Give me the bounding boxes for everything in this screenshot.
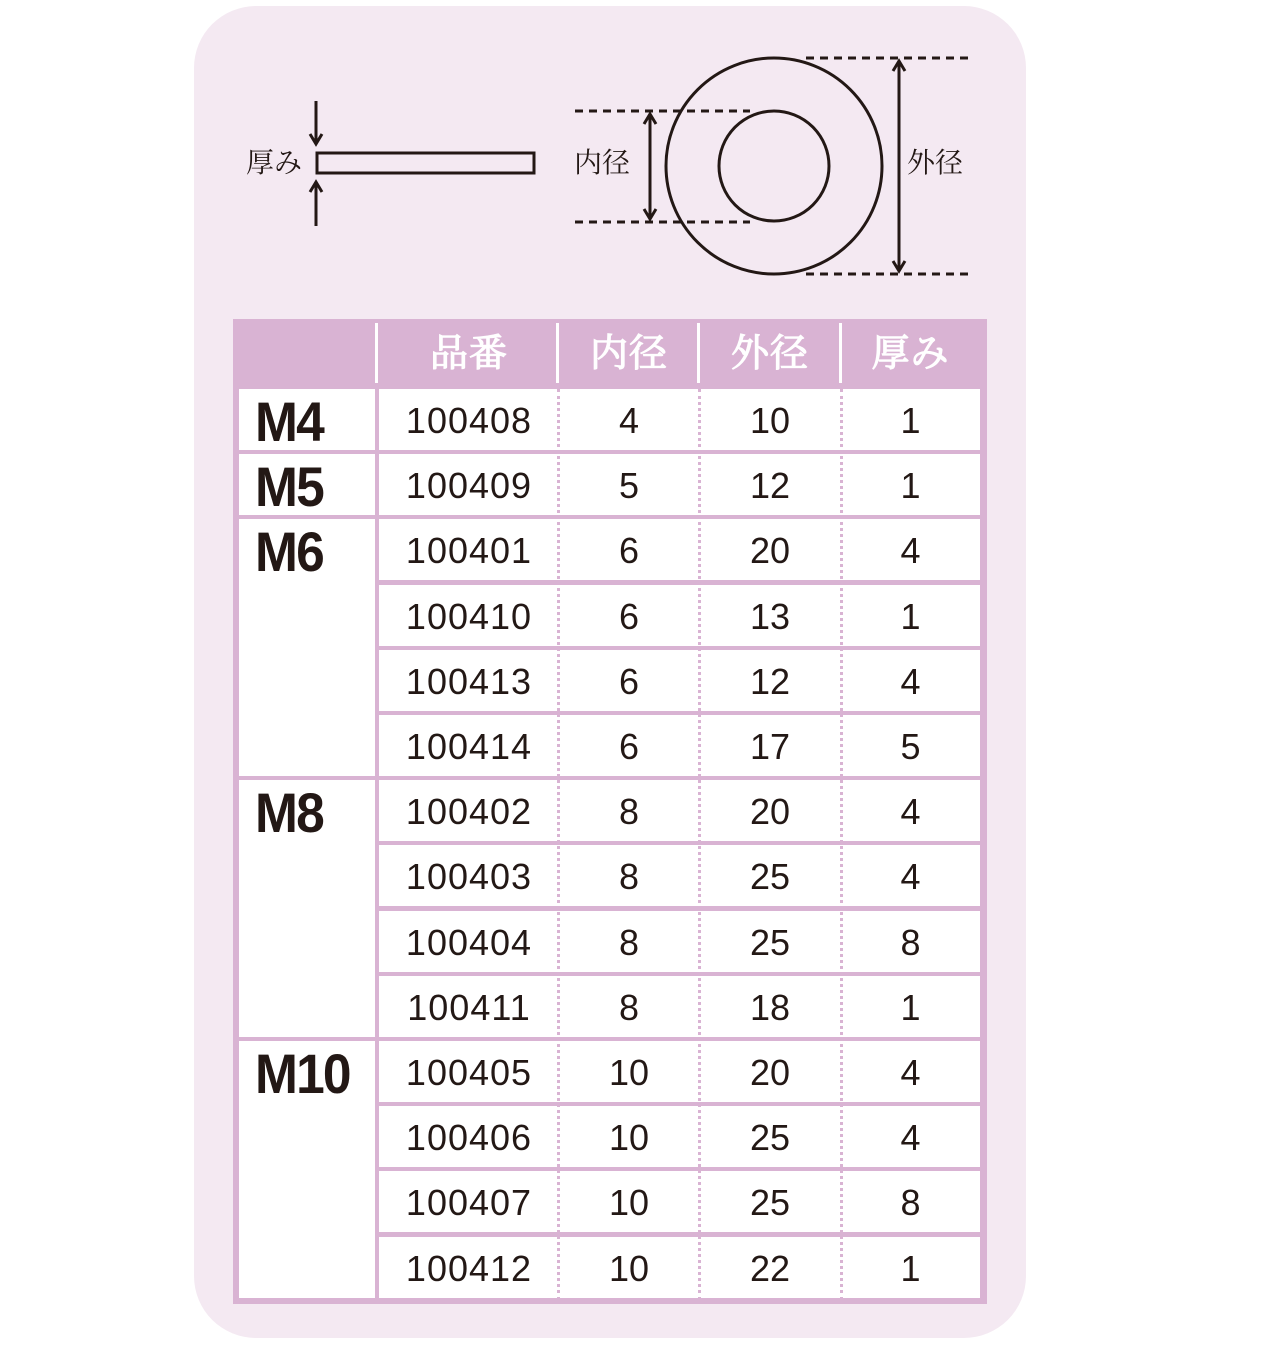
thickness-cell: 4 bbox=[900, 856, 921, 898]
inner-diameter-cell: 6 bbox=[618, 660, 640, 702]
thickness-cell: 4 bbox=[900, 660, 921, 702]
column-divider bbox=[840, 389, 843, 1300]
table-row bbox=[379, 1237, 980, 1298]
table-row bbox=[379, 519, 980, 580]
inner-diameter-cell: 8 bbox=[618, 856, 640, 898]
outer-diameter-cell: 12 bbox=[749, 660, 791, 702]
column-divider bbox=[376, 389, 379, 1300]
thickness-cell: 1 bbox=[900, 595, 921, 637]
part-number-cell: 100401 bbox=[405, 530, 533, 572]
header-divider bbox=[697, 323, 700, 383]
table-row bbox=[379, 1041, 980, 1102]
table-row bbox=[379, 650, 980, 711]
size-label: M10 bbox=[255, 1042, 350, 1105]
table-row bbox=[379, 845, 980, 906]
washer-outer-ring bbox=[666, 58, 882, 274]
size-group-cell bbox=[239, 454, 375, 519]
size-group-cell bbox=[239, 389, 375, 453]
outer-diameter-cell: 20 bbox=[749, 791, 791, 833]
table-row bbox=[379, 454, 980, 515]
part-number-cell: 100406 bbox=[405, 1117, 533, 1159]
thickness-cell: 1 bbox=[900, 986, 921, 1028]
washer-inner-ring bbox=[719, 111, 829, 221]
table-row bbox=[379, 976, 980, 1037]
table-row bbox=[379, 1171, 980, 1232]
part-number-cell: 100410 bbox=[405, 595, 533, 637]
inner-diameter-cell: 8 bbox=[618, 791, 640, 833]
thickness-cell: 4 bbox=[900, 1117, 921, 1159]
outer-diameter-cell: 18 bbox=[749, 986, 791, 1028]
outer-diameter-cell: 20 bbox=[749, 530, 791, 572]
thickness-cell: 8 bbox=[900, 921, 921, 963]
thickness-cell: 8 bbox=[900, 1182, 921, 1224]
header-inner-diameter: 内径 bbox=[589, 331, 668, 375]
inner-diameter-cell: 10 bbox=[608, 1182, 650, 1224]
inner-diameter-cell: 8 bbox=[618, 921, 640, 963]
part-number-cell: 100408 bbox=[405, 400, 533, 441]
inner-diameter-cell: 10 bbox=[608, 1247, 650, 1289]
size-label: M6 bbox=[255, 520, 323, 584]
part-number-cell: 100411 bbox=[407, 986, 531, 1028]
header-part-number: 品番 bbox=[429, 331, 508, 375]
outer-diameter-cell: 20 bbox=[749, 1052, 791, 1093]
inner-diameter-cell: 6 bbox=[618, 726, 640, 767]
inner-diameter-cell: 4 bbox=[618, 400, 640, 441]
table-row bbox=[379, 911, 980, 972]
part-number-cell: 100412 bbox=[405, 1247, 533, 1289]
inner-diameter-cell: 10 bbox=[608, 1052, 650, 1093]
size-label: M5 bbox=[255, 455, 323, 519]
part-number-cell: 100403 bbox=[405, 856, 533, 898]
thickness-cell: 1 bbox=[900, 400, 921, 441]
size-label: M8 bbox=[255, 781, 323, 845]
thickness-cell: 1 bbox=[900, 1247, 921, 1289]
inner-diameter-label: 内径 bbox=[574, 146, 631, 179]
outer-diameter-cell: 25 bbox=[749, 1117, 791, 1159]
size-group-cell bbox=[239, 519, 375, 776]
table-row bbox=[379, 780, 980, 841]
part-number-cell: 100407 bbox=[405, 1182, 533, 1224]
outer-diameter-cell: 10 bbox=[749, 400, 791, 441]
part-number-cell: 100414 bbox=[405, 726, 533, 767]
size-group-cell bbox=[239, 1041, 375, 1298]
part-number-cell: 100402 bbox=[405, 791, 533, 833]
table-row bbox=[379, 715, 980, 776]
thickness-cell: 1 bbox=[900, 465, 921, 507]
thickness-cell: 4 bbox=[900, 791, 921, 833]
size-group-cell bbox=[239, 780, 375, 1037]
thickness-cell: 5 bbox=[900, 726, 921, 767]
inner-diameter-cell: 8 bbox=[618, 986, 640, 1028]
outer-diameter-cell: 17 bbox=[749, 726, 791, 767]
header-divider bbox=[375, 323, 378, 383]
outer-diameter-cell: 22 bbox=[749, 1247, 791, 1289]
thickness-cell: 4 bbox=[900, 530, 921, 572]
inner-diameter-cell: 6 bbox=[618, 595, 640, 637]
part-number-cell: 100404 bbox=[405, 921, 533, 963]
inner-diameter-cell: 5 bbox=[618, 465, 640, 507]
table-row bbox=[379, 389, 980, 450]
part-number-cell: 100413 bbox=[405, 660, 533, 702]
washer-side-view bbox=[317, 153, 534, 173]
part-number-cell: 100405 bbox=[405, 1052, 533, 1093]
header-divider bbox=[839, 323, 842, 383]
thickness-label: 厚み bbox=[246, 146, 303, 179]
table-row bbox=[379, 1106, 980, 1167]
column-divider bbox=[557, 389, 560, 1300]
washer-spec-table bbox=[233, 319, 987, 1304]
part-number-cell: 100409 bbox=[405, 465, 533, 507]
outer-diameter-label: 外径 bbox=[907, 146, 964, 179]
inner-diameter-cell: 10 bbox=[608, 1117, 650, 1159]
thickness-cell: 4 bbox=[900, 1052, 921, 1093]
header-divider bbox=[556, 323, 559, 383]
outer-diameter-cell: 25 bbox=[749, 1182, 791, 1224]
header-thickness: 厚み bbox=[871, 331, 950, 375]
table-row bbox=[379, 585, 980, 646]
washer-diagram bbox=[194, 6, 1026, 316]
outer-diameter-cell: 12 bbox=[749, 465, 791, 507]
inner-diameter-cell: 6 bbox=[618, 530, 640, 572]
outer-diameter-cell: 25 bbox=[749, 856, 791, 898]
size-label: M4 bbox=[255, 390, 323, 453]
outer-diameter-cell: 25 bbox=[749, 921, 791, 963]
column-divider bbox=[698, 389, 701, 1300]
header-outer-diameter: 外径 bbox=[730, 331, 809, 375]
outer-diameter-cell: 13 bbox=[749, 595, 791, 637]
